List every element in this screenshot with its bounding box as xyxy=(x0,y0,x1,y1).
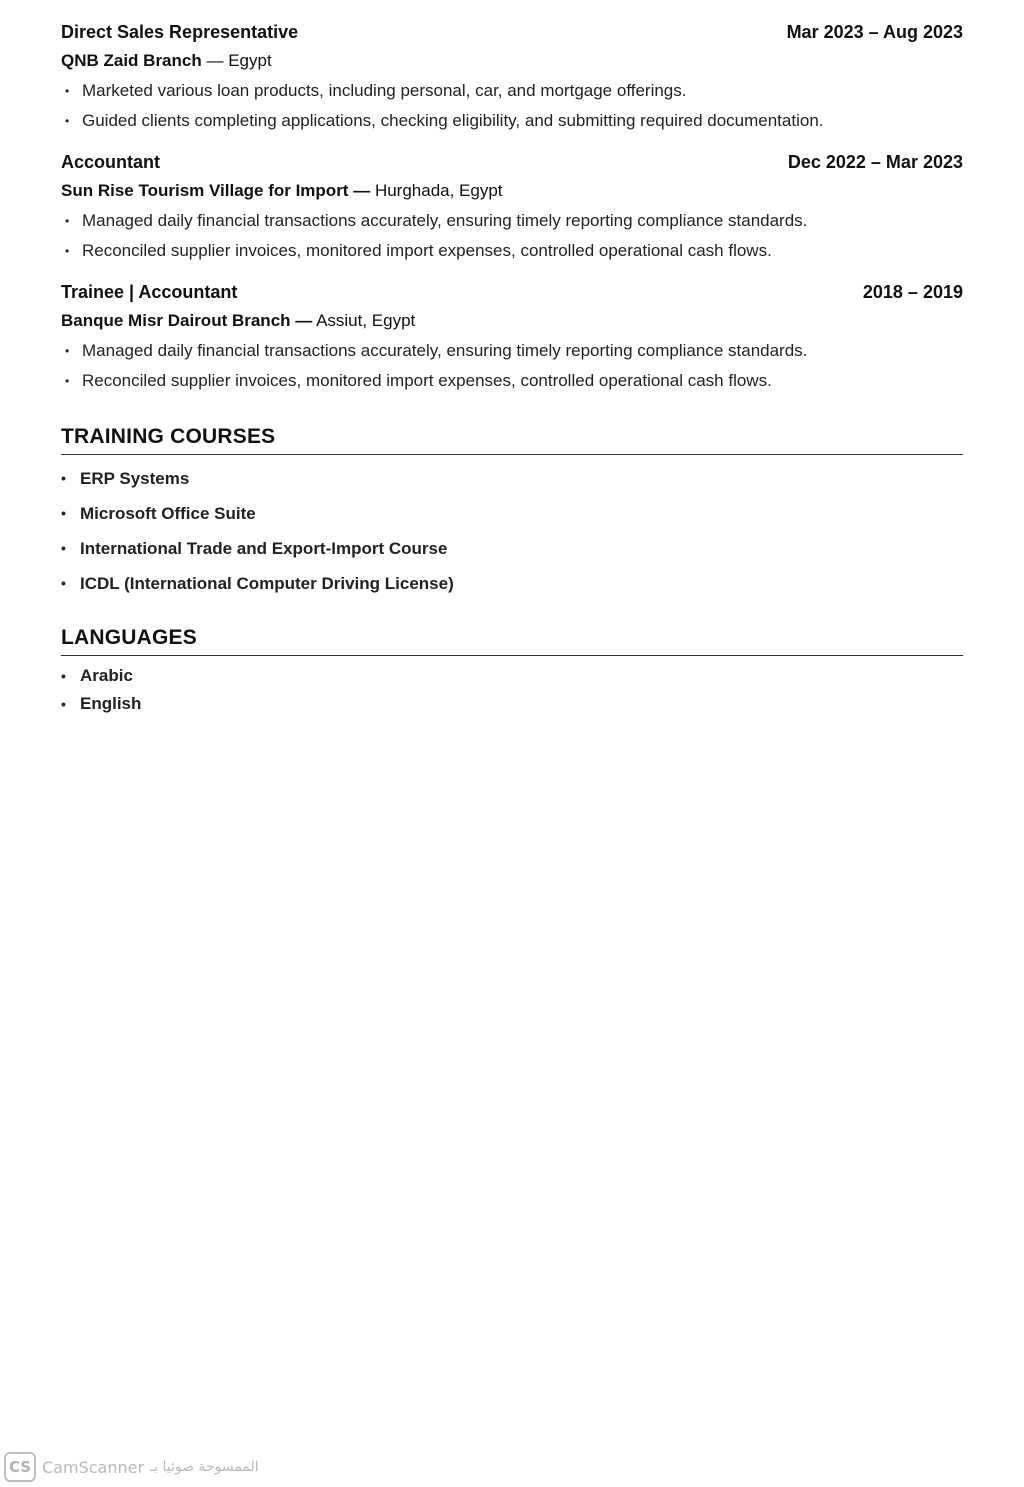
experience-entry xyxy=(61,18,963,136)
bullet-icon: • xyxy=(61,505,66,521)
bullet-icon: • xyxy=(61,696,66,712)
watermark-arabic-text: الممسوحة ضوئيا بـ xyxy=(150,1459,259,1475)
bullet-text: Managed daily financial transactions accurately, ensuring timely reporting compliance standards. xyxy=(82,341,808,360)
camscanner-logo-icon: CS xyxy=(4,1452,36,1482)
bullet-text: Guided clients completing applications, checking eligibility, and submitting required documentation. xyxy=(82,111,824,130)
list-item xyxy=(61,461,963,496)
experience-entry xyxy=(61,278,963,396)
list-item xyxy=(61,206,963,236)
bullet-icon: • xyxy=(65,84,70,98)
job-bullets xyxy=(61,336,963,396)
resume-page xyxy=(61,18,963,718)
list-item xyxy=(61,662,963,690)
job-organization xyxy=(61,306,963,336)
experience-header xyxy=(61,148,963,176)
bullet-icon: • xyxy=(61,470,66,486)
bullet-text: Reconciled supplier invoices, monitored import expenses, controlled operational cash flows. xyxy=(82,241,772,260)
course-name: ICDL (International Computer Driving License) xyxy=(80,574,454,593)
job-organization xyxy=(61,46,963,76)
bullet-icon: • xyxy=(65,214,70,228)
job-date: Dec 2022 – Mar 2023 xyxy=(787,152,963,172)
course-name: Microsoft Office Suite xyxy=(80,504,256,523)
organization-name: QNB Zaid Branch xyxy=(61,51,202,70)
list-item xyxy=(61,76,963,106)
list-item xyxy=(61,236,963,266)
job-date: Mar 2023 – Aug 2023 xyxy=(786,22,963,42)
list-item xyxy=(61,336,963,366)
job-organization xyxy=(61,176,963,206)
job-title: Direct Sales Representative xyxy=(61,22,299,42)
list-item xyxy=(61,106,963,136)
list-item xyxy=(61,566,963,601)
list-item xyxy=(61,366,963,396)
bullet-text: Reconciled supplier invoices, monitored import expenses, controlled operational cash flows. xyxy=(82,371,772,390)
language-name: English xyxy=(80,694,142,713)
bullet-icon: • xyxy=(65,374,70,388)
organization-name: Banque Misr Dairout Branch — xyxy=(61,311,313,330)
list-item xyxy=(61,531,963,566)
languages-section xyxy=(61,625,963,718)
experience-header xyxy=(61,278,963,306)
job-title: Trainee | Accountant xyxy=(61,282,238,302)
organization-name: Sun Rise Tourism Village for Import — xyxy=(61,181,371,200)
experience-entry xyxy=(61,148,963,266)
bullet-icon: • xyxy=(65,344,70,358)
course-name: ERP Systems xyxy=(80,469,190,488)
list-item xyxy=(61,496,963,531)
watermark-text: CamScanner xyxy=(42,1457,145,1477)
training-list xyxy=(61,461,963,601)
organization-location: Assiut, Egypt xyxy=(316,311,416,330)
training-section xyxy=(61,424,963,601)
bullet-text: Managed daily financial transactions accurately, ensuring timely reporting compliance standards. xyxy=(82,211,808,230)
bullet-icon: • xyxy=(61,540,66,556)
bullet-icon: • xyxy=(61,575,66,591)
job-title: Accountant xyxy=(61,152,160,172)
languages-list xyxy=(61,662,963,718)
section-heading: LANGUAGES xyxy=(61,625,963,656)
course-name: International Trade and Export-Import Course xyxy=(80,539,448,558)
camscanner-watermark xyxy=(4,1452,259,1482)
job-bullets xyxy=(61,206,963,266)
experience-header xyxy=(61,18,963,46)
bullet-text: Marketed various loan products, including personal, car, and mortgage offerings. xyxy=(82,81,687,100)
bullet-icon: • xyxy=(61,668,66,684)
list-item xyxy=(61,690,963,718)
organization-location: — Egypt xyxy=(206,51,272,70)
organization-location: Hurghada, Egypt xyxy=(374,181,503,200)
job-date: 2018 – 2019 xyxy=(862,282,963,302)
language-name: Arabic xyxy=(80,666,133,685)
section-heading: TRAINING COURSES xyxy=(61,424,963,455)
bullet-icon: • xyxy=(65,114,70,128)
job-bullets xyxy=(61,76,963,136)
bullet-icon: • xyxy=(65,244,70,258)
